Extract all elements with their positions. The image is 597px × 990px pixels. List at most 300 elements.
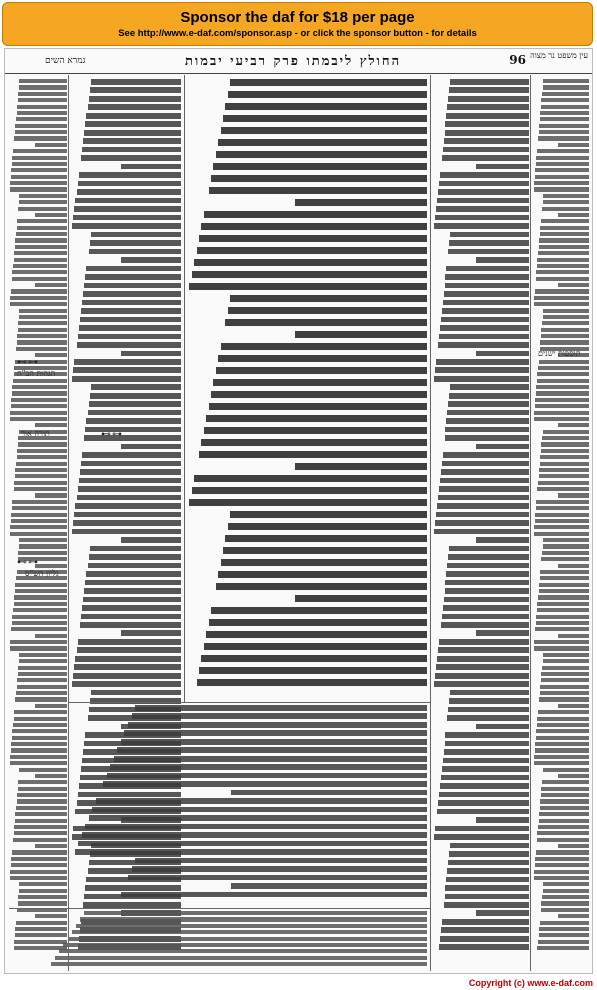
text-line [558,493,589,497]
text-line [448,401,529,407]
text-line [447,868,529,874]
text-line [536,729,589,733]
text-line [295,595,427,602]
text-line [543,538,589,542]
text-line [542,551,589,555]
text-line [449,240,529,246]
text-line [445,885,529,891]
text-line [81,461,181,467]
text-line [434,223,529,229]
text-line [447,104,529,110]
text-line [434,529,529,535]
text-line [534,411,589,415]
text-line [78,841,427,847]
text-line [16,232,67,236]
text-line [19,882,67,886]
text-line [558,564,589,568]
text-line [19,315,67,319]
text-line [539,819,589,823]
text-line [539,238,589,242]
text-line [439,334,529,340]
text-line [74,664,181,670]
text-line [35,423,67,427]
text-line [536,277,589,281]
text-line [17,111,67,115]
text-line [542,780,589,784]
hagahot-label: הגהות הב"ח [17,369,56,378]
text-line [15,124,67,128]
text-line [12,506,67,510]
text-line [16,462,67,466]
text-line [11,857,67,861]
text-line [535,289,589,293]
text-line [541,787,589,791]
text-line [437,656,529,662]
text-line [194,475,427,482]
text-line [80,317,181,323]
text-line [17,799,67,803]
text-line [192,271,427,278]
text-line [35,213,67,217]
text-line [11,398,67,402]
copyright-footer[interactable]: Copyright (c) www.e-daf.com [468,978,593,988]
text-line [537,264,589,268]
text-line [201,655,427,662]
text-line [201,439,427,446]
text-line [540,685,589,689]
text-line [194,259,427,266]
text-line [543,79,589,83]
text-line [78,486,181,492]
text-line [537,372,589,376]
text-line [443,300,529,306]
text-line [476,537,529,543]
text-line [434,376,529,382]
text-line [110,764,427,770]
text-line [223,547,427,554]
text-line [83,597,181,603]
text-line [537,608,589,612]
text-line [82,605,181,611]
text-line [76,924,427,928]
text-line [204,643,427,650]
text-line [18,442,67,446]
text-line [534,870,589,874]
text-line [18,780,67,784]
text-line [89,401,181,407]
text-line [73,520,181,526]
text-line [83,291,181,297]
text-line [75,849,427,855]
text-line [543,653,589,657]
text-line [17,685,67,689]
text-line [74,512,181,518]
text-line [91,232,181,238]
text-line [89,96,181,102]
text-line [14,487,67,491]
text-line [541,908,589,912]
text-line [228,523,427,530]
text-line [231,790,427,796]
text-line [72,223,181,229]
text-line [225,103,427,110]
text-line [436,664,529,670]
text-line [10,187,67,191]
text-line [225,535,427,542]
text-line [18,328,67,332]
gemara-lower-block [71,705,427,905]
text-line [540,462,589,466]
text-line [132,866,427,872]
text-line [10,646,67,650]
text-line [10,525,67,529]
text-line [103,781,427,787]
text-line [128,875,427,881]
text-line [540,799,589,803]
text-line [12,615,67,619]
text-line [16,806,67,810]
text-line [536,270,589,274]
text-line [17,449,67,453]
talmud-page [4,48,593,974]
text-line [435,520,529,526]
text-line [539,697,589,701]
text-line [537,602,589,606]
text-line [538,595,589,599]
text-line [439,792,529,798]
text-line [18,92,67,96]
text-line [535,168,589,172]
text-line [209,187,427,194]
text-line [541,98,589,102]
text-line [74,359,181,365]
text-line [542,895,589,899]
text-line [12,500,67,504]
text-line [534,761,589,765]
text-line [121,164,182,170]
text-line [135,858,427,864]
sponsor-title: Sponsor the daf for $18 per page [180,9,415,26]
text-line [72,681,181,687]
text-line [450,384,529,390]
text-line [17,455,67,459]
text-line [439,944,529,950]
text-line [121,630,182,636]
text-line [117,747,427,753]
text-line [18,321,67,325]
text-line [15,812,67,816]
text-line [543,659,589,663]
text-line [543,85,589,89]
text-line [35,353,67,357]
text-line [534,525,589,529]
text-line [197,247,427,254]
text-line [441,469,529,475]
text-line [18,901,67,905]
text-line [14,481,67,485]
text-line [15,589,67,593]
text-line [537,946,589,950]
text-line [86,571,181,577]
text-line [542,321,589,325]
text-line [13,379,67,383]
text-line [77,647,182,653]
text-line [79,172,181,178]
text-line [86,113,181,119]
text-line [77,495,182,501]
text-line [543,315,589,319]
text-line [72,376,181,382]
text-line [14,595,67,599]
text-line [85,121,181,127]
text-line [231,883,427,889]
text-line [12,156,67,160]
text-line [230,295,427,302]
text-line [534,302,589,306]
text-line [85,824,427,830]
text-line [88,410,182,416]
text-line [121,351,182,357]
text-line [17,793,67,797]
text-line [81,155,181,161]
text-line [536,506,589,510]
ornament-icon: ⊷⊶ [17,357,39,368]
text-line [201,223,427,230]
text-line [534,755,589,759]
text-line [445,894,529,900]
text-line [448,707,529,713]
text-line [230,511,427,518]
text-line [542,436,589,440]
text-line [84,283,181,289]
text-line [537,149,589,153]
divider [530,75,531,971]
text-line [450,843,529,849]
text-line [540,570,589,574]
ornament-icon: ⊷⊶ [101,429,123,440]
text-line [85,274,181,280]
text-line [121,444,182,450]
text-line [14,825,67,829]
text-line [476,910,529,916]
text-line [447,563,529,569]
text-line [443,605,529,611]
text-line [540,455,589,459]
text-line [221,559,427,566]
text-line [79,478,181,484]
text-line [543,882,589,886]
text-line [538,251,589,255]
text-line [440,478,529,484]
text-line [18,787,67,791]
text-line [536,736,589,740]
text-line [440,172,529,178]
text-line [88,104,182,110]
text-line [295,199,427,206]
text-line [15,238,67,242]
text-line [541,672,589,676]
text-line [536,500,589,504]
text-line [204,211,427,218]
text-line [68,937,427,941]
text-line [15,583,67,587]
text-line [558,283,589,287]
text-line [199,235,427,242]
text-line [73,215,181,221]
text-line [441,775,529,781]
ornament-icon: ⊷⊶ [17,557,39,568]
text-line [438,495,529,501]
text-line [35,493,67,497]
text-line [14,251,67,255]
text-line [442,919,529,925]
text-line [436,206,529,212]
text-line [223,115,427,122]
text-line [442,614,529,620]
text-line [89,554,181,560]
text-line [91,690,181,696]
text-line [85,427,181,433]
text-line [18,895,67,899]
text-line [535,748,589,752]
margin-column-right [533,79,589,959]
divider [430,75,431,971]
text-line [447,715,529,721]
text-line [541,901,589,905]
text-line [558,634,589,638]
text-line [537,487,589,491]
text-line [443,758,529,764]
text-line [534,646,589,650]
text-line [121,739,427,745]
text-line [435,215,529,221]
text-line [218,571,427,578]
text-line [11,289,67,293]
text-line [542,666,589,670]
text-line [11,627,67,631]
text-line [440,325,529,331]
text-line [558,704,589,708]
text-line [444,902,529,908]
text-line [437,198,529,204]
text-line [84,588,181,594]
sponsor-banner[interactable] [2,2,593,46]
text-line [439,486,529,492]
text-line [445,121,529,127]
text-line [535,742,589,746]
text-line [135,705,427,711]
text-line [540,576,589,580]
text-line [204,427,427,434]
text-line [439,181,529,187]
text-line [75,656,181,662]
text-line [86,266,181,272]
text-line [11,404,67,408]
text-line [558,213,589,217]
text-line [16,117,67,121]
text-line [541,678,589,682]
text-line [439,639,529,645]
text-line [536,621,589,625]
text-line [82,147,181,153]
text-line [538,366,589,370]
text-line [539,583,589,587]
text-line [558,423,589,427]
text-line [476,444,529,450]
text-line [536,156,589,160]
bottom-commentary [9,911,427,969]
page-header [5,49,592,74]
text-line [12,736,67,740]
text-line [189,283,427,290]
text-line [18,666,67,670]
text-line [10,640,67,644]
text-line [225,319,427,326]
text-line [543,768,589,772]
text-line [449,698,529,704]
text-line [540,117,589,121]
text-line [35,634,67,638]
text-line [84,130,181,136]
text-line [12,270,67,274]
text-line [558,844,589,848]
text-line [206,631,427,638]
text-line [17,219,67,223]
text-line [558,914,589,918]
text-line [534,640,589,644]
torah-or-label: תורה אור [21,429,50,438]
text-line [10,755,67,759]
text-line [14,831,67,835]
text-line [445,283,529,289]
text-line [447,410,529,416]
text-line [121,257,182,263]
text-line [209,403,427,410]
text-line [14,136,67,140]
text-line [19,200,67,204]
sponsor-subtitle[interactable]: See http://www.e-daf.com/sponsor.asp - or click the sponsor button - for details [118,28,477,39]
text-line [15,474,67,478]
text-line [51,962,427,966]
text-line [218,139,427,146]
text-line [444,749,529,755]
text-line [15,697,67,701]
text-line [19,889,67,893]
text-line [121,892,427,898]
text-line [75,503,181,509]
text-line [18,98,67,102]
header-left-note: עין משפט נר מצוה [530,51,588,60]
text-line [446,266,529,272]
text-line [12,850,67,854]
text-line [540,340,589,344]
rashi-column [433,79,529,959]
text-line [80,917,427,921]
text-line [535,857,589,861]
text-line [541,557,589,561]
text-line [78,639,181,645]
text-line [536,391,589,395]
text-line [535,175,589,179]
text-line [88,563,182,569]
text-line [537,831,589,835]
text-line [435,826,529,832]
text-line [441,927,529,933]
text-line [539,468,589,472]
text-line [445,741,529,747]
text-line [441,622,529,628]
text-line [539,812,589,816]
